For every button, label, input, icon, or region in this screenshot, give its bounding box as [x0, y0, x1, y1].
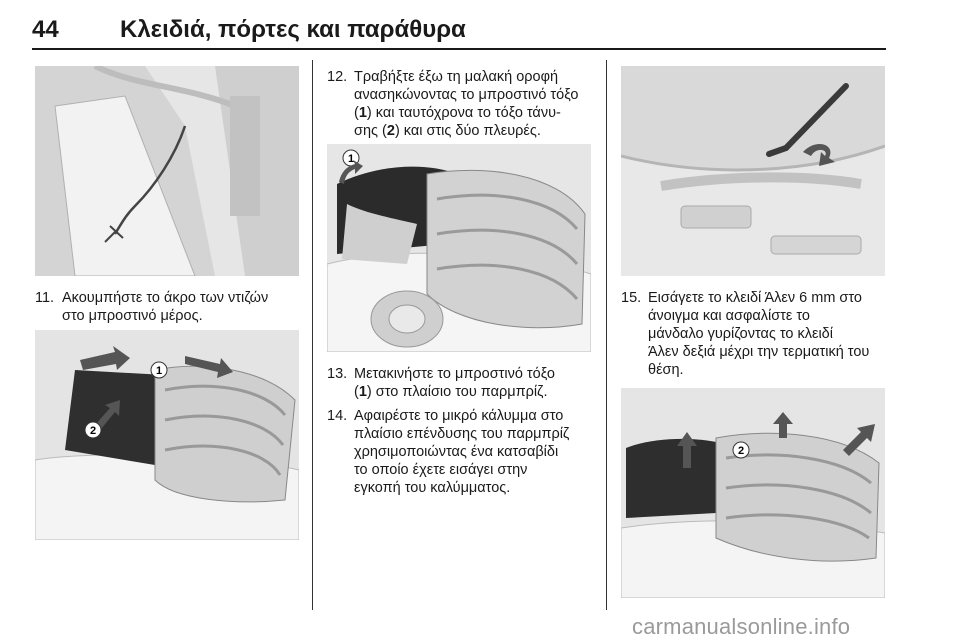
figure-front-bow-windshield [327, 144, 591, 352]
page-number: 44 [32, 16, 59, 43]
figure-open-soft-top [621, 388, 885, 598]
step-text [354, 68, 578, 140]
figure-allen-key-insert [621, 66, 885, 276]
step-line: άνοιγμα και ασφαλίστε το [648, 308, 810, 324]
callout-2: 2 [737, 445, 745, 457]
step-line: πλαίσιο επένδυσης του παρμπρίζ [354, 426, 570, 442]
step-line: Τραβήξτε έξω τη μαλακή οροφή [354, 69, 559, 85]
step-13 [327, 365, 597, 405]
step-text [648, 289, 869, 379]
step-text [62, 289, 268, 325]
step-text [354, 365, 555, 401]
allen-key-insert-illustration [621, 66, 885, 276]
step-line: εγκοπή του καλύμματος. [354, 480, 511, 496]
open-soft-top-illustration [621, 388, 885, 598]
page-title: Κλειδιά, πόρτες και παράθυρα [120, 16, 466, 43]
step-12 [327, 68, 597, 144]
column-divider-left [312, 60, 313, 610]
step-line: (1) στο πλαίσιο του παρμπρίζ. [354, 384, 548, 400]
lift-front-bow-illustration [35, 330, 299, 540]
step-line: (1) και ταυτόχρονα το τόξο τάνυ- [354, 105, 561, 121]
step-line: Εισάγετε το κλειδί Άλεν 6 mm στο [648, 290, 862, 306]
soft-top-rods-illustration [35, 66, 299, 276]
step-number: 12. [327, 69, 348, 85]
step-14 [327, 407, 607, 502]
front-bow-windshield-illustration [327, 144, 591, 352]
header-rule [32, 48, 886, 50]
figure-soft-top-rods [35, 66, 299, 276]
step-line: Άλεν δεξιά μέχρι την τερματική του [648, 344, 870, 360]
page-header [32, 0, 886, 52]
step-line: θέση. [648, 362, 684, 378]
callout-2: 2 [89, 425, 97, 437]
callout-1: 1 [155, 365, 163, 377]
step-15 [621, 289, 921, 384]
step-number: 14. [327, 408, 348, 424]
step-line: το οποίο έχετε εισάγει στην [354, 462, 528, 478]
step-number: 15. [621, 290, 642, 306]
step-number: 11. [35, 290, 55, 306]
figure-lift-front-bow [35, 330, 299, 540]
step-text [354, 407, 569, 497]
step-line: ανασηκώνοντας το μπροστινό τόξο [354, 87, 579, 103]
column-divider-right [606, 60, 607, 610]
step-number: 13. [327, 366, 348, 382]
step-11 [35, 289, 305, 329]
callout-1: 1 [347, 153, 355, 165]
watermark: carmanualsonline.info [632, 614, 851, 639]
step-line: σης (2) και στις δύο πλευρές. [354, 123, 541, 139]
step-line: χρησιμοποιώντας ένα κατσαβίδι [354, 444, 559, 460]
step-line: στο μπροστινό μέρος. [62, 308, 203, 324]
step-line: Μετακινήστε το μπροστινό τόξο [354, 366, 555, 382]
step-line: Ακουμπήστε το άκρο των ντιζών [62, 290, 269, 306]
step-line: μάνδαλο γυρίζοντας το κλειδί [648, 326, 833, 342]
step-line: Αφαιρέστε το μικρό κάλυμμα στο [354, 408, 564, 424]
